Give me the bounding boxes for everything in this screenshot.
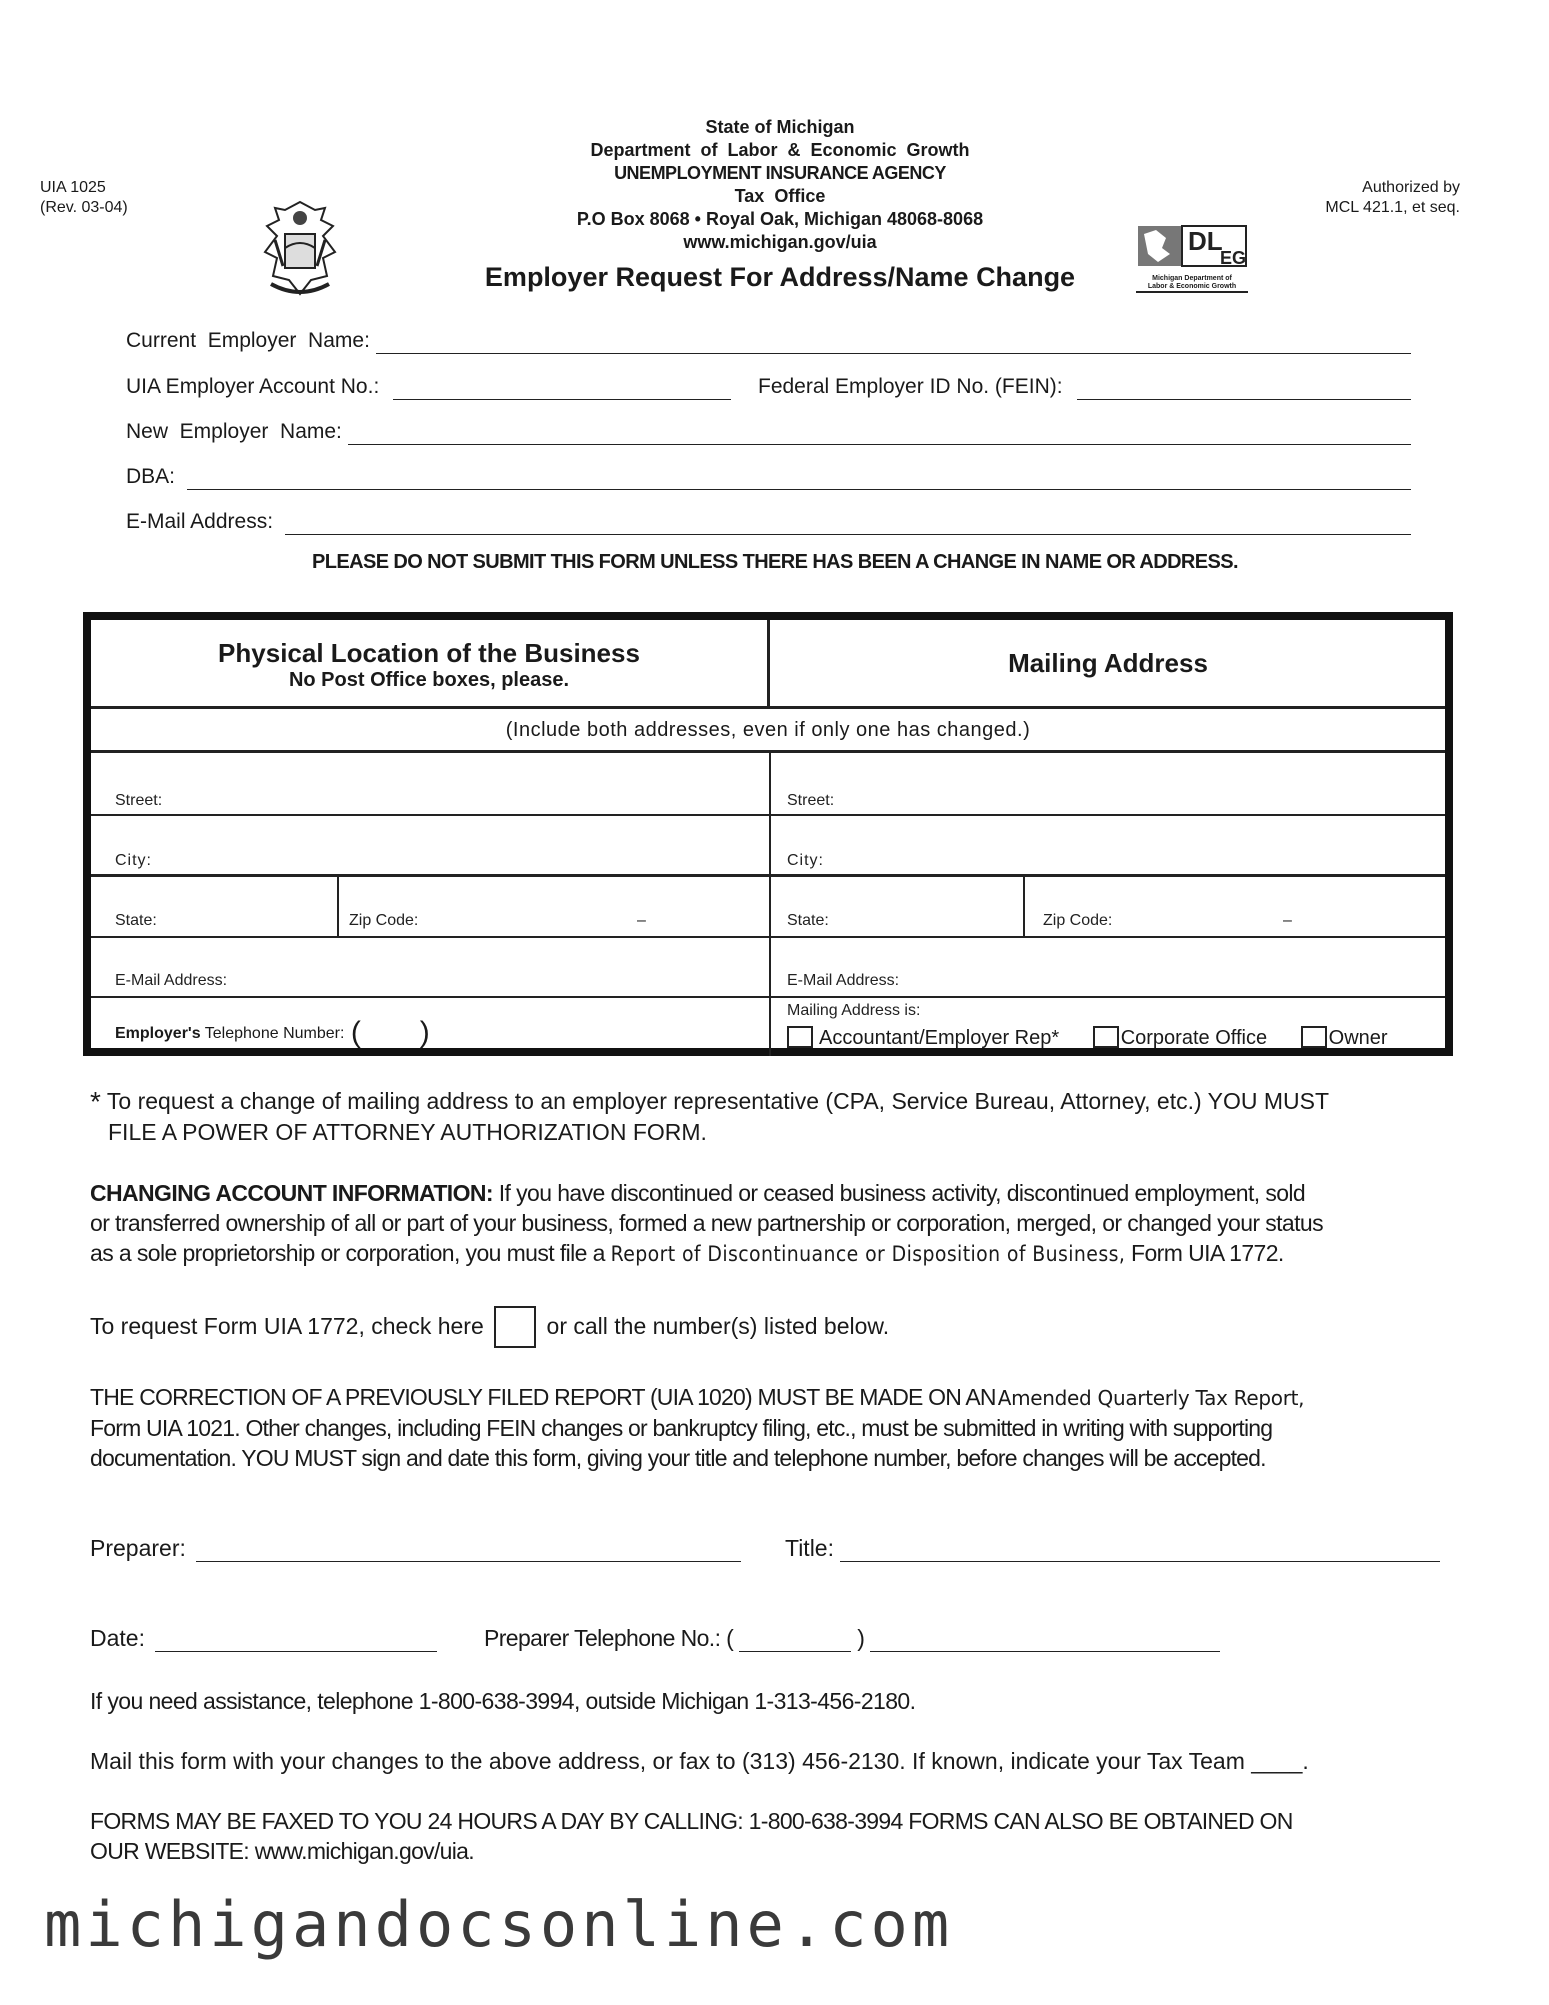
preparer-phone-close: ) xyxy=(857,1625,865,1651)
agency-address: P.O Box 8068 • Royal Oak, Michigan 48068-8068 xyxy=(576,209,984,229)
agency-name: UNEMPLOYMENT INSURANCE AGENCY xyxy=(614,163,946,183)
request-label: To request Form UIA 1772, check here xyxy=(90,1313,484,1339)
request-label-b: or call the number(s) listed below. xyxy=(546,1313,890,1339)
dleg-logo-icon xyxy=(1136,224,1248,290)
mailing-email-label: E-Mail Address: xyxy=(787,972,900,989)
changing-line3b: Report of Discontinuance or Disposition of Business, xyxy=(610,1242,1126,1266)
poa-note xyxy=(90,1086,1470,1147)
dba-input[interactable] xyxy=(187,469,1411,490)
correction-line3: documentation. YOU MUST sign and date this form, giving your title and telephone number, before changes will be accepted. xyxy=(90,1445,1266,1471)
forms-line2: OUR WEBSITE: www.michigan.gov/uia. xyxy=(90,1838,474,1864)
mailing-email-input[interactable] xyxy=(921,942,1431,992)
preparer-phone-label: Preparer Telephone No.: ( xyxy=(484,1625,734,1651)
michigan-seal-icon xyxy=(255,196,345,300)
changing-line3c: Form UIA 1772. xyxy=(1131,1240,1284,1266)
option-owner-label: Owner xyxy=(1328,1027,1388,1049)
mailing-zip-input[interactable] xyxy=(1131,882,1431,932)
correction-line2: Form UIA 1021. Other changes, including FEIN changes or bankruptcy filing, etc., must be submitted in writing with supporting xyxy=(90,1415,1273,1441)
correction-paragraph xyxy=(90,1382,1470,1473)
preparer-label: Preparer: xyxy=(90,1535,186,1561)
correction-line1a: THE CORRECTION OF A PREVIOUSLY FILED REPORT (UIA 1020) MUST BE MADE ON AN xyxy=(90,1384,996,1410)
logo-caption1: Michigan Department of xyxy=(1152,275,1232,282)
authorization xyxy=(1300,178,1460,218)
preparer-phone-field[interactable] xyxy=(484,1624,1226,1652)
authorized-line1: Authorized by xyxy=(1362,179,1460,196)
correction-line1b: Amended Quarterly Tax Report, xyxy=(997,1386,1305,1410)
dba-field[interactable] xyxy=(126,464,1411,490)
mailing-city-label: City: xyxy=(787,852,824,869)
watermark: michigandocsonline.com xyxy=(44,1888,954,1961)
current-employer-label: Current Employer Name: xyxy=(126,329,370,352)
changing-heading: CHANGING ACCOUNT INFORMATION: xyxy=(90,1180,493,1206)
forms-fax-info xyxy=(90,1806,1480,1866)
preparer-area-code-input[interactable] xyxy=(739,1631,851,1652)
owner-checkbox[interactable] xyxy=(1301,1026,1327,1048)
changing-line3a: as a sole proprietorship or corporation, you must file a xyxy=(90,1240,605,1266)
mailing-city-input[interactable] xyxy=(861,820,1431,870)
poa-note-line1: To request a change of mailing address to an employer representative (CPA, Service Bureau, Attorney, etc.) YOU MUST xyxy=(106,1088,1330,1114)
physical-zip-label: Zip Code: xyxy=(349,912,419,929)
request-form-checkbox[interactable] xyxy=(494,1306,536,1348)
physical-city-label: City: xyxy=(115,852,152,869)
address-table xyxy=(83,612,1453,1056)
mailing-street-input[interactable] xyxy=(861,760,1431,810)
email-label: E-Mail Address: xyxy=(126,510,274,533)
date-field[interactable] xyxy=(90,1624,443,1652)
mailing-state-input[interactable] xyxy=(841,882,1017,932)
logo-letters-dl: DL xyxy=(1188,226,1223,256)
new-employer-input[interactable] xyxy=(348,424,1411,445)
asterisk: * xyxy=(90,1086,101,1117)
physical-subtitle: No Post Office boxes, please. xyxy=(288,669,570,691)
mailing-type-options xyxy=(787,1026,1388,1050)
assistance-text: If you need assistance, telephone 1-800-638-3994, outside Michigan 1-313-456-2180. xyxy=(90,1688,916,1714)
uia-account-input[interactable] xyxy=(393,379,731,400)
new-employer-field[interactable] xyxy=(126,419,1411,445)
physical-email-label: E-Mail Address: xyxy=(115,972,228,989)
poa-note-line2: FILE A POWER OF ATTORNEY AUTHORIZATION FORM. xyxy=(108,1119,707,1145)
form-id: UIA 1025 xyxy=(40,179,106,196)
office-name: Tax Office xyxy=(734,186,826,206)
form-revision: (Rev. 03-04) xyxy=(40,199,128,216)
uia-account-label: UIA Employer Account No.: xyxy=(126,375,380,398)
option-corp[interactable] xyxy=(1093,1027,1267,1049)
changing-line1: If you have discontinued or ceased business activity, discontinued employment, sold xyxy=(498,1180,1306,1206)
logo-caption2: Labor & Economic Growth xyxy=(1136,283,1248,293)
mailing-zip-dash: – xyxy=(1283,912,1292,929)
mail-instructions: Mail this form with your changes to the above address, or fax to (313) 456-2130. If known, indicate your Tax Team ____. xyxy=(90,1748,1309,1774)
option-owner[interactable] xyxy=(1301,1027,1388,1049)
preparer-input[interactable] xyxy=(196,1541,741,1562)
email-field[interactable] xyxy=(126,509,1411,535)
physical-zip-dash: – xyxy=(637,912,646,929)
physical-state-label: State: xyxy=(115,912,157,929)
current-employer-input[interactable] xyxy=(376,333,1411,354)
physical-zip-input[interactable] xyxy=(441,882,761,932)
fein-field[interactable] xyxy=(758,374,1411,400)
date-input[interactable] xyxy=(155,1631,437,1652)
telephone-paren-close: ) xyxy=(419,1016,430,1049)
title-field[interactable] xyxy=(785,1534,1446,1562)
physical-header xyxy=(91,620,767,706)
physical-street-input[interactable] xyxy=(201,760,761,810)
physical-street-label: Street: xyxy=(115,792,163,809)
option-rep[interactable] xyxy=(787,1027,1059,1049)
fein-label: Federal Employer ID No. (FEIN): xyxy=(758,375,1063,398)
uia-account-field[interactable] xyxy=(126,374,731,400)
forms-line1: FORMS MAY BE FAXED TO YOU 24 HOURS A DAY BY CALLING: 1-800-638-3994 FORMS CAN ALSO BE OBTAINED ON xyxy=(90,1808,1293,1834)
dba-label: DBA: xyxy=(126,465,176,488)
option-rep-label: Accountant/Employer Rep* xyxy=(819,1027,1060,1049)
form-title: Employer Request For Address/Name Change xyxy=(484,262,1076,292)
submit-warning: PLEASE DO NOT SUBMIT THIS FORM UNLESS THERE HAS BEEN A CHANGE IN NAME OR ADDRESS. xyxy=(312,551,1238,573)
state-name: State of Michigan xyxy=(705,117,855,137)
physical-title: Physical Location of the Business xyxy=(218,638,640,668)
employer-telephone[interactable] xyxy=(115,1016,430,1050)
mailing-zip-label: Zip Code: xyxy=(1043,912,1113,929)
logo-letters-eg: EG xyxy=(1220,248,1247,268)
new-employer-label: New Employer Name: xyxy=(126,420,342,443)
department-name: Department of Labor & Economic Growth xyxy=(590,140,970,160)
option-corp-label: Corporate Office xyxy=(1120,1027,1268,1049)
current-employer-field[interactable] xyxy=(126,328,1411,354)
request-uia1772 xyxy=(90,1306,889,1348)
date-label: Date: xyxy=(90,1625,145,1651)
mailing-title: Mailing Address xyxy=(1008,648,1208,678)
agency-website: www.michigan.gov/uia xyxy=(683,232,877,252)
include-note: (Include both addresses, even if only one has changed.) xyxy=(505,719,1031,741)
preparer-phone-input[interactable] xyxy=(870,1631,1220,1652)
email-input[interactable] xyxy=(285,514,1411,535)
authorized-line2: MCL 421.1, et seq. xyxy=(1325,199,1460,216)
fein-input[interactable] xyxy=(1077,379,1411,400)
telephone-label: Telephone Number: xyxy=(204,1025,345,1042)
telephone-label-bold: Employer's xyxy=(115,1025,201,1042)
title-input[interactable] xyxy=(840,1541,1440,1562)
preparer-field[interactable] xyxy=(90,1534,747,1562)
title-label: Title: xyxy=(785,1535,834,1561)
agency-header xyxy=(520,116,1040,254)
mailing-state-label: State: xyxy=(787,912,829,929)
changing-line2: or transferred ownership of all or part of your business, formed a new partnership or corporation, merged, or changed your status xyxy=(90,1210,1323,1236)
corp-checkbox[interactable] xyxy=(1093,1026,1119,1048)
rep-checkbox[interactable] xyxy=(787,1026,813,1048)
changing-account-info xyxy=(90,1178,1470,1269)
telephone-paren-open: ( xyxy=(350,1016,361,1049)
mailing-is-label: Mailing Address is: xyxy=(787,1002,921,1019)
physical-state-input[interactable] xyxy=(171,882,331,932)
mailing-street-label: Street: xyxy=(787,792,835,809)
physical-city-input[interactable] xyxy=(201,820,761,870)
physical-email-input[interactable] xyxy=(251,942,761,992)
